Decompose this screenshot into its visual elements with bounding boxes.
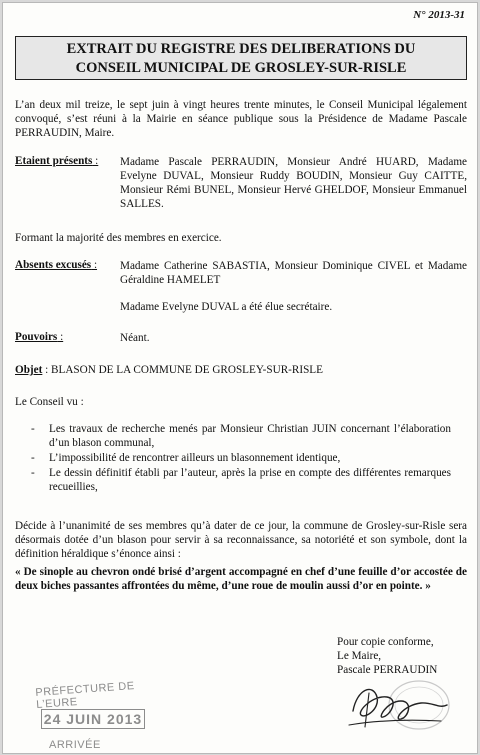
objet-label: Objet bbox=[15, 364, 43, 376]
signature-line-2: Le Maire, bbox=[337, 650, 382, 662]
presents-label bbox=[15, 155, 98, 167]
pouvoirs-label bbox=[15, 331, 63, 343]
presents-list: Madame Pascale PERRAUDIN, Monsieur André HUARD, Madame Evelyne DUVAL, Monsieur Ruddy BOUDIN, Monsieur Guy CAITTE, Monsieur Rémi BUNEL, Monsieur Hervé GHELDOF, Monsieur Emmanuel SALLES. bbox=[120, 156, 467, 210]
conseil-vu: Le Conseil vu : bbox=[15, 396, 84, 408]
heraldic-definition: « De sinople au chevron ondé brisé d’argent accompagné en chef d’une feuille d’or accostée de deux biches passantes affrontées du même, d’une roue de moulin aussi d’or en pointe. » bbox=[15, 566, 467, 592]
absents-label-text: Absents excusés bbox=[15, 259, 92, 271]
stamp-top-text: PRÉFECTURE DE L’EURE bbox=[35, 680, 136, 711]
absents-label bbox=[15, 259, 97, 271]
title-line-2: CONSEIL MUNICIPAL DE GROSLEY-SUR-RISLE bbox=[75, 60, 407, 76]
list-item: - Les travaux de recherche menés par Monsieur Christian JUIN concernant l’élaboration d’un blason communal, bbox=[31, 422, 451, 450]
signature-line-1: Pour copie conforme, bbox=[337, 636, 434, 648]
considerations-list bbox=[31, 422, 451, 495]
secretary-statement: Madame Evelyne DUVAL a été élue secrétaire. bbox=[120, 301, 333, 313]
decision-paragraph: Décide à l’unanimité de ses membres qu’à dater de ce jour, la commune de Grosley-sur-Risle sera désormais dotée d’un blason pour servir à sa reconnaissance, sa notoriété et son symbole, dont la définition héraldique s’énonce ainsi : bbox=[15, 520, 467, 560]
absents-colon: : bbox=[91, 259, 98, 271]
signature-line-3: Pascale PERRAUDIN bbox=[337, 664, 438, 676]
objet-text: : BLASON DE LA COMMUNE DE GROSLEY-SUR-RISLE bbox=[42, 364, 323, 376]
stamp-bottom-text: ARRIVÉE bbox=[49, 739, 101, 751]
handwritten-signature bbox=[343, 675, 455, 735]
document-number: N° 2013-31 bbox=[413, 9, 465, 21]
list-item: - L’impossibilité de rencontrer ailleurs un blasonnement identique, bbox=[31, 451, 451, 465]
pouvoirs-value: Néant. bbox=[120, 332, 150, 344]
prefecture-stamp bbox=[25, 681, 175, 755]
document-title bbox=[15, 36, 467, 80]
presents-label-text: Etaient présents bbox=[15, 155, 93, 167]
pouvoirs-colon: : bbox=[57, 331, 64, 343]
objet-line bbox=[15, 363, 323, 377]
absents-list: Madame Catherine SABASTIA, Monsieur Dominique CIVEL et Madame Géraldine HAMELET bbox=[120, 260, 467, 286]
title-line-1: EXTRAIT DU REGISTRE DES DELIBERATIONS DU bbox=[66, 41, 416, 57]
intro-paragraph: L’an deux mil treize, le sept juin à vingt heures trente minutes, le Conseil Municipal légalement convoqué, s’est réuni à la Mairie en séance publique sous la Présidence de Madame Pascale PERRAUDIN, Maire. bbox=[15, 99, 467, 139]
signature-block bbox=[337, 635, 437, 677]
stamp-date: 24 JUIN 2013 bbox=[41, 709, 145, 729]
list-item: - Le dessin définitif établi par l’auteur, après la prise en compte des différentes remarques recueillies, bbox=[31, 466, 451, 494]
majority-statement: Formant la majorité des membres en exercice. bbox=[15, 232, 222, 244]
document-page bbox=[2, 2, 478, 754]
pouvoirs-label-text: Pouvoirs bbox=[15, 331, 58, 343]
presents-colon: : bbox=[92, 155, 99, 167]
